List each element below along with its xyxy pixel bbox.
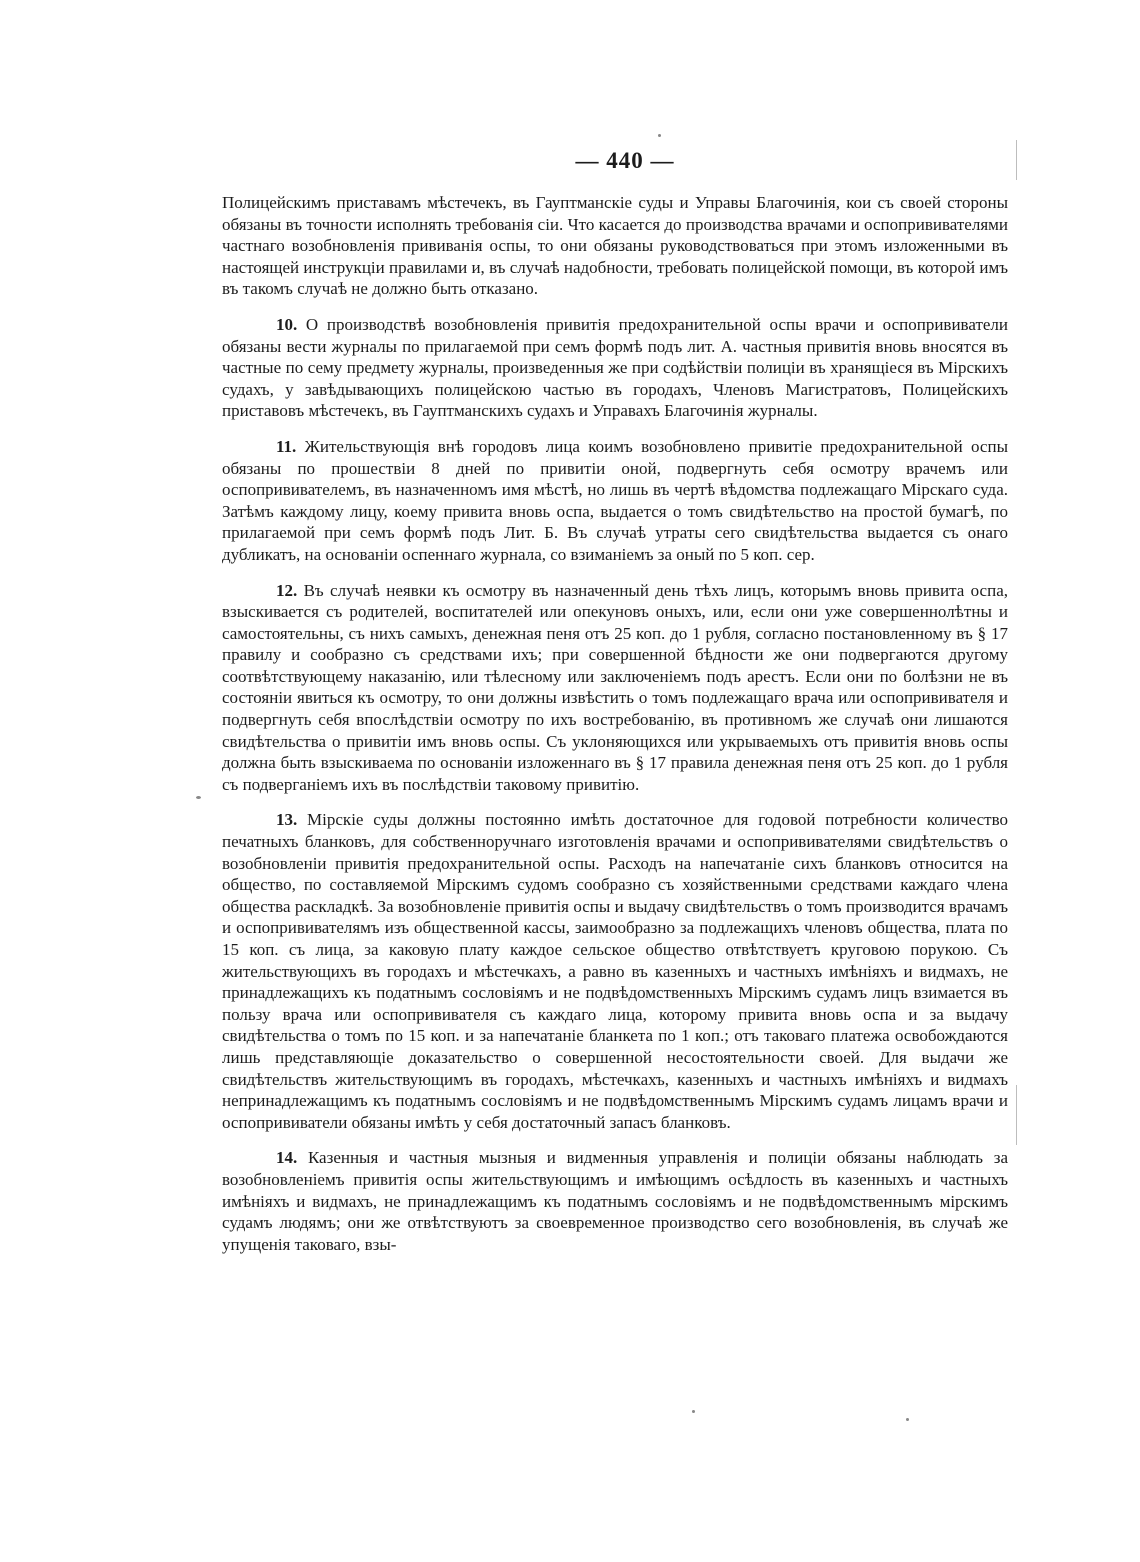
paragraph-13 xyxy=(222,809,1008,1133)
paragraph-text: Казенныя и частныя мызныя и видменныя управленія и полиціи обязаны наблюдать за возобновленіемъ привитія оспы жительствующимъ и имѣющимъ осѣдлость въ казенныхъ и частныхъ имѣніяхъ и видмахъ, не принадлежащимъ къ податнымъ сословіямъ и не подвѣдомственнымъ мірскимъ судамъ людямъ; они же отвѣтствуютъ за своевременное производство сего возобновленія, въ случаѣ же упущенія таковаго, взы- xyxy=(222,1148,1008,1254)
paragraph-text: Въ случаѣ неявки къ осмотру въ назначенный день тѣхъ лицъ, которымъ вновь привита оспа, взыскивается съ родителей, воспитателей или опекуновъ оныхъ, или, если они уже совершеннолѣтны и самостоятельны, съ нихъ самыхъ, денежная пеня отъ 25 коп. до 1 рубля, согласно постановленному въ § 17 правилу и сообразно съ средствами ихъ; при совершенной бѣдности же они подвергаются другому соотвѣтствующему наказанію, или тѣлесному или заключеніемъ подъ арестъ. Если они по болѣзни не въ состояніи явиться къ осмотру, то они должны извѣстить о томъ подлежащаго врача или оспопрививателя и подвергнуть себя впослѣдствіи осмотру по ихъ востребованію, въ противномъ же случаѣ они лишаются свидѣтельства о привитіи имъ вновь оспы. Съ уклоняющихся или укрываемыхъ отъ привитія вновь оспы должна быть взыскиваема по основаніи изложеннаго въ § 17 правила денежная пеня отъ 25 коп. до 1 рубля съ подверганіемъ ихъ въ послѣдствіи таковому привитію. xyxy=(222,580,1008,794)
paragraph-number: 14. xyxy=(276,1148,298,1168)
scan-speck xyxy=(196,796,201,799)
scan-speck xyxy=(658,134,661,137)
paragraph-text: О производствѣ возобновленія привитія предохранительной оспы врачи и оспопрививатели обязаны вести журналы по прилагаемой при семъ формѣ подъ лит. А. частныя привитія вновь вносятся въ частные по сему предмету журналы, произведенныя же при содѣйствіи полиціи въ хранящіеся въ Мірскихъ судахъ, у завѣдывающихъ полицейскою частью въ городахъ, Членовъ Магистратовъ, Полицейскихъ приставовъ мѣстечекъ, въ Гауптманскихъ судахъ и Управахъ Благочинія журналы. xyxy=(222,314,1009,421)
paragraph-12 xyxy=(222,580,1008,796)
scan-speck xyxy=(906,1418,909,1421)
paragraph-number: 13. xyxy=(276,810,298,830)
scan-edge-line xyxy=(1016,1085,1017,1145)
paragraph-14 xyxy=(222,1147,1008,1255)
page-number: — 440 — xyxy=(575,148,675,173)
document-page xyxy=(222,148,1008,1269)
paragraph-10 xyxy=(222,314,1008,422)
scan-edge-line xyxy=(1016,140,1017,180)
paragraph-number: 10. xyxy=(276,314,298,334)
paragraph-text: Жительствующія внѣ городовъ лица коимъ возобновлено привитіе предохранительной оспы обязаны по прошествіи 8 дней по привитіи оной, подвергнуть себя осмотру врачемъ или оспопрививателемъ, въ назначенномъ имя мѣстѣ, но лишь въ чертѣ вѣдомства подлежащаго Мірскаго суда. Затѣмъ каждому лицу, коему привита вновь оспа, выдается о томъ свидѣтельство на простой бумагѣ, по прилагаемой при семъ формѣ подъ Лит. Б. Въ случаѣ утраты сего свидѣтельства выдается съ онаго дубликатъ, на основаніи оспеннаго журнала, со взиманіемъ за оный по 5 коп. сер. xyxy=(222,436,1008,564)
paragraph-number: 11. xyxy=(276,436,297,456)
scan-speck xyxy=(692,1410,695,1413)
paragraph-text: Полицейскимъ приставамъ мѣстечекъ, въ Гауптманскіе суды и Управы Благочинія, кои съ своей стороны обязаны въ точности исполнять требованія сіи. Что касается до производства врачами и оспопрививателями частнаго возобновленія прививанія оспы, то они обязаны руководствоваться при этомъ изложенными въ настоящей инструкціи правилами и, въ случаѣ надобности, требовать полицейской помощи, въ которой имъ въ такомъ случаѣ не должно быть отказано. xyxy=(222,193,1008,299)
paragraph-continued xyxy=(222,192,1008,300)
paragraph-number: 12. xyxy=(276,580,298,600)
paragraph-11 xyxy=(222,436,1008,566)
paragraph-text: Мірскіе суды должны постоянно имѣть достаточное для годовой потребности количество печатныхъ бланковъ, для собственноручнаго изготовленія врачами и оспопрививателями свидѣтельствъ о возобновленіи привитія предохранительной оспы. Расходъ на напечатаніе сихъ бланковъ относится на общество, по составляемой Мірскимъ судомъ сообразно съ хозяйственными средствами каждаго члена общества раскладкѣ. За возобновленіе привитія оспы и выдачу свидѣтельствъ о томъ производится врачамъ и оспопрививателямъ изъ общественной кассы, заимообразно за подлежащихъ членовъ общества, плата по 15 коп. съ лица, за каковую плату каждое сельское общество отвѣтствуетъ круговою порукою. Съ жительствующихъ въ городахъ и мѣстечкахъ, а равно въ казенныхъ и частныхъ имѣніяхъ и видмахъ, не принадлежащихъ къ податнымъ сословіямъ и не подвѣдомственныхъ Мірскимъ судамъ лицъ взимается въ пользу врача или оспопрививателя съ каждаго лица, которому привита вновь оспа и за выдачу свидѣтельства о томъ по 15 коп. и за напечатаніе бланкета по 1 коп.; отъ таковаго платежа освобождаются лишь представляющіе доказательство о совершенной несостоятельности своей. Для выдачи же свидѣтельствъ жительствующимъ въ городахъ, мѣстечкахъ, казенныхъ и частныхъ имѣніяхъ и видмахъ непринадлежащимъ къ податнымъ сословіямъ и не подвѣдомственнымъ Мірскимъ судамъ лицамъ врачи и оспопрививатели обязаны имѣть у себя достаточный запасъ бланковъ. xyxy=(222,810,1008,1132)
